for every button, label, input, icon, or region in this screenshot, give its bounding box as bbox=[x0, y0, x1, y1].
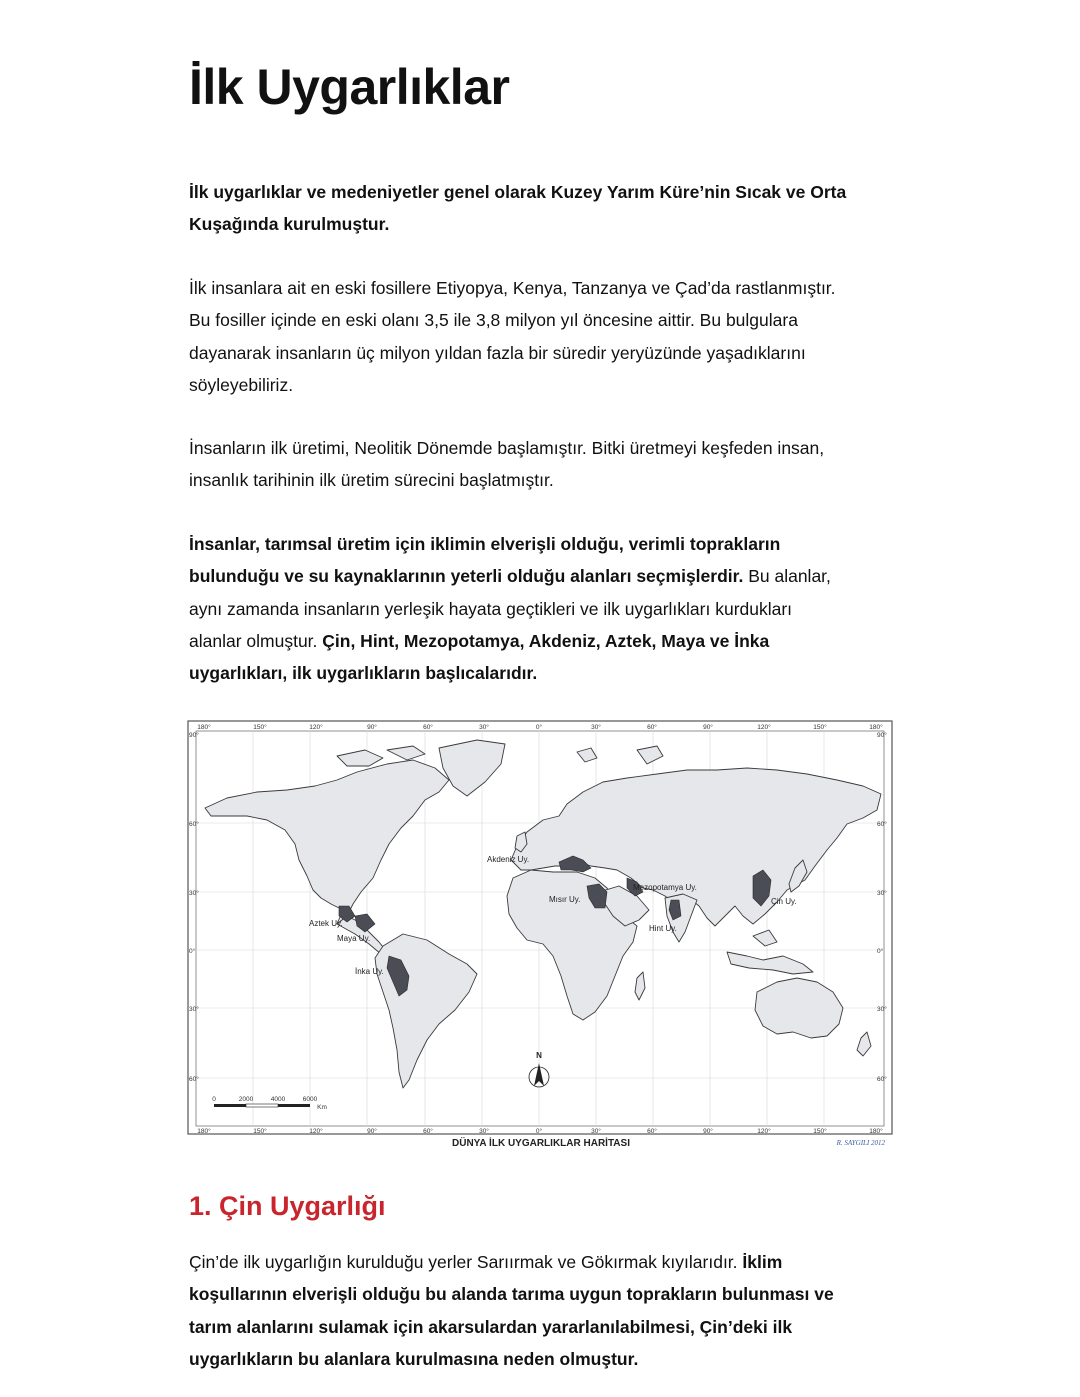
neolithic-paragraph bbox=[189, 432, 899, 497]
tick: 30° bbox=[591, 724, 601, 731]
tick: 60° bbox=[423, 724, 433, 731]
tick: 30° bbox=[877, 1006, 887, 1013]
tick: 90° bbox=[703, 724, 713, 731]
tick: 60° bbox=[877, 1076, 887, 1083]
tick: 150° bbox=[813, 724, 827, 731]
tick: 60° bbox=[189, 1076, 199, 1083]
tick: 30° bbox=[189, 1006, 199, 1013]
label-misir: Mısır Uy. bbox=[549, 895, 581, 904]
fossils-line: İlk insanlara ait en eski fosillere Etiyopya, Kenya, Tanzanya ve Çad’da rastlanmıştır. bbox=[189, 278, 836, 298]
tick: 180° bbox=[197, 724, 211, 731]
scale-value: 0 bbox=[212, 1096, 216, 1103]
tick: 60° bbox=[647, 724, 657, 731]
tick: 150° bbox=[253, 724, 267, 731]
cin-bold: tarım alanlarını sulamak için akarsulardan yararlanılabilmesi, Çin’deki ilk bbox=[189, 1316, 793, 1337]
fossils-line: Bu fosiller içinde en eski olanı 3,5 ile 3,8 milyon yıl öncesine aittir. Bu bulgulara bbox=[189, 310, 798, 331]
label-aztek: Aztek Uy. bbox=[309, 919, 343, 928]
world-map-figure bbox=[187, 720, 893, 1156]
tick: 0° bbox=[877, 948, 884, 955]
fossils-line: dayanarak insanların üç milyon yıldan fazla bir süredir yeryüzünde yaşadıklarını bbox=[189, 342, 806, 363]
fossils-paragraph bbox=[189, 272, 899, 401]
scale-value: 6000 bbox=[302, 1096, 318, 1103]
tick: 60° bbox=[647, 1128, 657, 1135]
tick: 150° bbox=[813, 1128, 827, 1135]
tick: 120° bbox=[309, 1128, 323, 1135]
tick: 0° bbox=[189, 948, 196, 955]
tick: 120° bbox=[757, 1128, 771, 1135]
tick: 90° bbox=[703, 1128, 713, 1135]
tick: 0° bbox=[535, 1128, 543, 1135]
tick: 60° bbox=[877, 821, 887, 828]
scale-unit: Km bbox=[317, 1104, 327, 1111]
cin-bold: koşullarının elverişli olduğu bu alanda tarıma uygun toprakların bulunması ve bbox=[189, 1284, 834, 1305]
tick: 30° bbox=[479, 1128, 489, 1135]
label-inka: İnka Uy. bbox=[355, 967, 384, 976]
agriculture-bold: uygarlıkları, ilk uygarlıkların başlıcalarıdır. bbox=[189, 663, 538, 684]
label-maya: Maya Uy. bbox=[337, 934, 371, 943]
neolithic-line: insanlık tarihinin ilk üretim sürecini başlatmıştır. bbox=[189, 470, 554, 491]
tick: 180° bbox=[869, 1128, 883, 1135]
tick: 60° bbox=[423, 1128, 433, 1135]
scale-segment bbox=[246, 1104, 278, 1107]
scale-segment bbox=[278, 1104, 310, 1107]
map-caption: DÜNYA İLK UYGARLIKLAR HARİTASI bbox=[452, 1138, 630, 1149]
tick: 180° bbox=[197, 1128, 211, 1135]
agriculture-text: alanlar olmuştur. bbox=[189, 630, 323, 651]
agriculture-text: aynı zamanda insanların yerleşik hayata geçtikleri ve ilk uygarlıkları kurdukları bbox=[189, 598, 793, 619]
neolithic-line: İnsanların ilk üretimi, Neolitik Dönemde başlamıştır. Bitki üretmeyi keşfeden insan, bbox=[189, 438, 825, 458]
tick: 90° bbox=[367, 1128, 377, 1135]
scale-value: 2000 bbox=[238, 1096, 254, 1103]
agriculture-text: Bu alanlar, bbox=[743, 566, 831, 587]
agriculture-bold: Çin, Hint, Mezopotamya, Akdeniz, Aztek, Maya ve İnka bbox=[322, 630, 770, 651]
tick: 90° bbox=[367, 724, 377, 731]
tick: 90° bbox=[189, 732, 199, 739]
cin-paragraph bbox=[189, 1246, 899, 1375]
tick: 120° bbox=[757, 724, 771, 731]
tick: 150° bbox=[253, 1128, 267, 1135]
section-heading-cin: 1. Çin Uygarlığı bbox=[189, 1191, 386, 1221]
cin-bold: İklim bbox=[742, 1252, 783, 1272]
label-hint: Hint Uy. bbox=[649, 924, 677, 933]
tick: 180° bbox=[869, 724, 883, 731]
label-mezopotamya: Mezopotamya Uy. bbox=[633, 883, 697, 892]
scale-value: 4000 bbox=[270, 1096, 286, 1103]
intro-paragraph: İlk uygarlıklar ve medeniyetler genel olarak Kuzey Yarım Küre’nin Sıcak ve Orta Kuşağında kurulmuştur. bbox=[189, 182, 847, 235]
tick: 60° bbox=[189, 821, 199, 828]
fossils-line: söyleyebiliriz. bbox=[189, 374, 294, 395]
tick: 30° bbox=[479, 724, 489, 731]
tick: 30° bbox=[189, 890, 199, 897]
tick: 90° bbox=[877, 732, 887, 739]
agriculture-bold: İnsanlar, tarımsal üretim için iklimin elverişli olduğu, verimli toprakların bbox=[189, 534, 781, 554]
agriculture-paragraph bbox=[189, 528, 899, 689]
scale-segment bbox=[214, 1104, 246, 1107]
label-cin: Çin Uy. bbox=[771, 897, 797, 906]
tick: 0° bbox=[535, 724, 543, 731]
label-akdeniz: Akdeniz Uy. bbox=[487, 855, 530, 864]
cin-text: Çin’de ilk uygarlığın kurulduğu yerler Sarıırmak ve Gökırmak kıyılarıdır. bbox=[189, 1252, 743, 1272]
north-label: N bbox=[536, 1051, 542, 1060]
world-map bbox=[187, 720, 893, 1156]
tick: 30° bbox=[591, 1128, 601, 1135]
cin-bold: uygarlıkların bu alanlara kurulmasına neden olmuştur. bbox=[189, 1348, 639, 1369]
agriculture-bold: bulunduğu ve su kaynaklarının yeterli olduğu alanları seçmişlerdir. bbox=[189, 566, 744, 587]
tick: 30° bbox=[877, 890, 887, 897]
page-title: İlk Uygarlıklar bbox=[189, 59, 510, 115]
map-credit: R. SAYGILI 2012 bbox=[836, 1139, 885, 1147]
tick: 120° bbox=[309, 724, 323, 731]
